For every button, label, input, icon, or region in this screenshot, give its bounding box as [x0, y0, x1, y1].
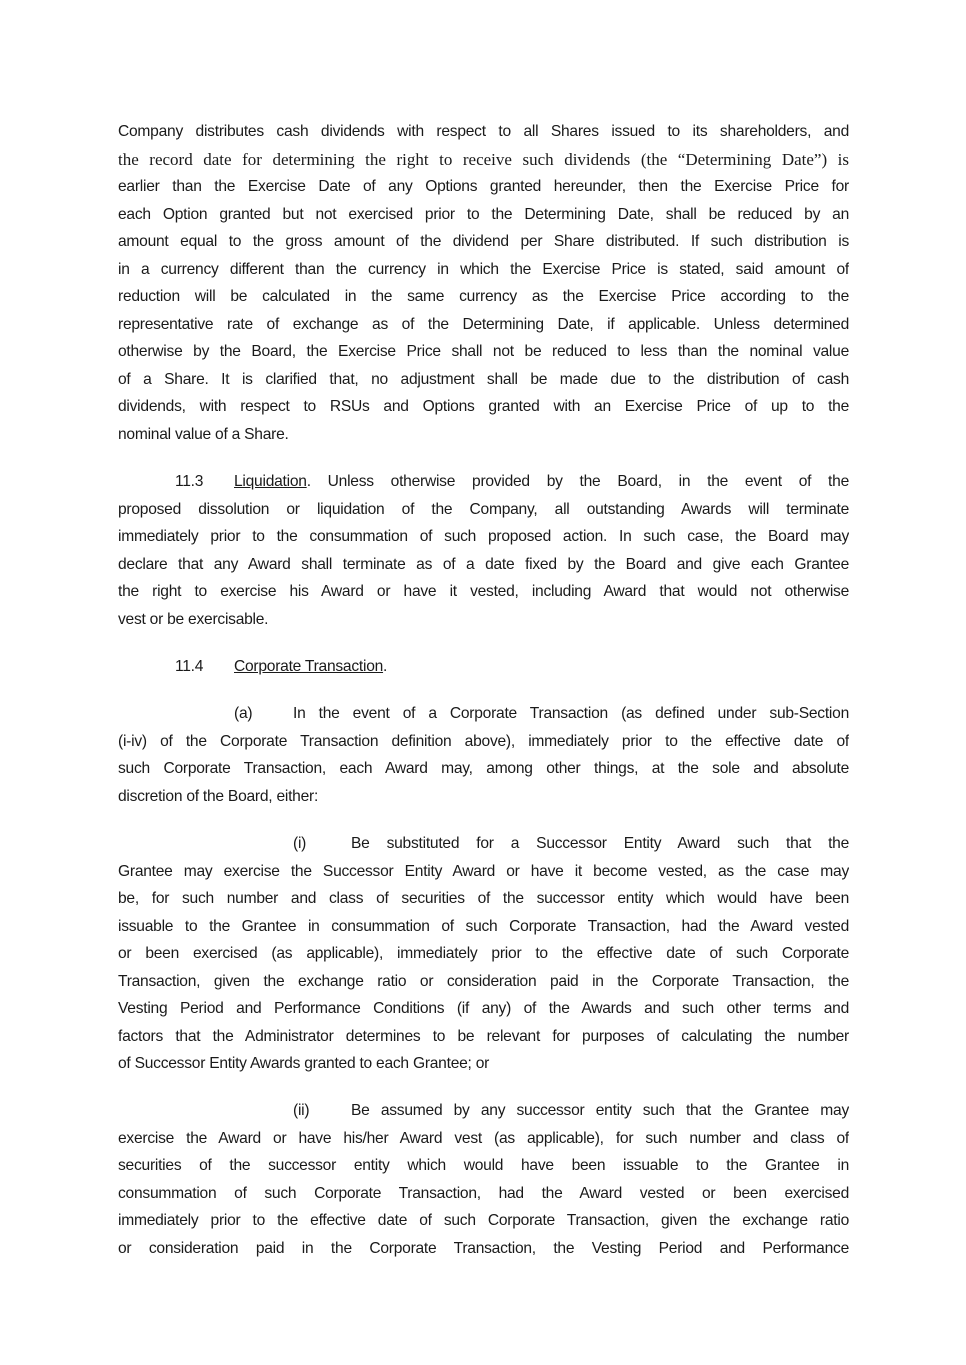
subsection-first-line: [118, 1097, 849, 1125]
text-line: factors that the Administrator determines to be relevant for purposes of calculating the number: [118, 1027, 849, 1045]
text-line: or consideration paid in the Corporate Transaction, the Vesting Period and Performance: [118, 1239, 849, 1257]
text-line: reduction will be calculated in the same currency as the Exercise Price according to the: [118, 288, 849, 305]
subsection-text: Be assumed by any successor entity such that the Grantee may: [351, 1102, 849, 1119]
subsection-text: Be substituted for a Successor Entity Award such that the: [351, 835, 849, 852]
text-line: amount equal to the gross amount of the dividend per Share distributed. If such distribution is: [118, 233, 849, 250]
text-line: in a currency different than the currency in which the Exercise Price is stated, said amount of: [118, 260, 849, 278]
subsection-number: (a): [234, 705, 253, 722]
text-line: (i-iv) of the Corporate Transaction definition above), immediately prior to the effective date of: [118, 732, 849, 750]
section-heading: Corporate Transaction: [234, 658, 384, 675]
subsection-text: In the event of a Corporate Transaction (as defined under sub-Section: [293, 705, 849, 722]
section-text: . Unless otherwise provided by the Board, in the event of the: [306, 473, 849, 490]
subsection-first-line: [118, 830, 849, 858]
text-line: or been exercised (as applicable), immediately prior to the effective date of such Corporate: [118, 945, 849, 962]
text-line: vest or be exercisable.: [118, 610, 269, 628]
text-line: issuable to the Grantee in consummation of such Corporate Transaction, had the Award vested: [118, 917, 849, 935]
text-line: exercise the Award or have his/her Award vest (as applicable), for such number and class of: [118, 1129, 849, 1147]
text-line: securities of the successor entity which would have been issuable to the Grantee in: [118, 1157, 849, 1174]
section-first-line: [118, 653, 849, 681]
section-number: 11.4: [175, 658, 204, 675]
text-line: earlier than the Exercise Date of any Options granted hereunder, then the Exercise Price for: [118, 178, 849, 195]
text-line: proposed dissolution or liquidation of the Company, all outstanding Awards will terminate: [118, 500, 849, 518]
text-line: otherwise by the Board, the Exercise Price shall not be reduced to less than the nominal value: [118, 343, 849, 360]
section-text: .: [383, 658, 388, 675]
section-11-4-corporate-transaction: [118, 653, 849, 681]
paragraph-dividend-adjustment: [118, 118, 849, 448]
section-heading: Liquidation: [234, 473, 307, 490]
text-line: consummation of such Corporate Transaction, had the Award vested or been exercised: [118, 1184, 849, 1202]
text-line: dividends, with respect to RSUs and Options granted with an Exercise Price of up to the: [118, 398, 849, 415]
subsection-number: (ii): [293, 1102, 310, 1119]
subsection-ii: [118, 1097, 849, 1262]
text-line: such Corporate Transaction, each Award may, among other things, at the sole and absolute: [118, 760, 849, 777]
text-line: Company distributes cash dividends with respect to all Shares issued to its shareholders, and: [118, 123, 849, 140]
section-number: 11.3: [175, 473, 204, 490]
subsection-first-line: [118, 700, 849, 728]
subsection-a: [118, 700, 849, 810]
text-line: be, for such number and class of securities of the successor entity which would have been: [118, 890, 849, 907]
text-line: each Option granted but not exercised prior to the Determining Date, shall be reduced by an: [118, 205, 849, 223]
text-line: Transaction, given the exchange ratio or consideration paid in the Corporate Transaction, the: [118, 972, 849, 990]
text-line: of Successor Entity Awards granted to each Grantee; or: [118, 1055, 490, 1072]
subsection-i: [118, 830, 849, 1078]
text-line: of a Share. It is clarified that, no adjustment shall be made due to the distribution of cash: [118, 370, 849, 388]
text-line: Grantee may exercise the Successor Entity Award or have it become vested, as the case may: [118, 862, 849, 880]
text-line: declare that any Award shall terminate as of a date fixed by the Board and give each Grantee: [118, 555, 849, 573]
text-line: nominal value of a Share.: [118, 425, 289, 443]
subsection-number: (i): [293, 835, 307, 852]
text-line: discretion of the Board, either:: [118, 787, 319, 805]
text-line: immediately prior to the consummation of such proposed action. In such case, the Board may: [118, 528, 849, 545]
section-first-line: [118, 468, 849, 496]
section-11-3-liquidation: [118, 468, 849, 633]
text-line: the right to exercise his Award or have it vested, including Award that would not otherwise: [118, 583, 849, 600]
text-line: the record date for determining the right to receive such dividends (the “Determining Date”) is: [118, 149, 849, 169]
text-line: immediately prior to the effective date of such Corporate Transaction, given the exchange ratio: [118, 1212, 849, 1229]
text-line: Vesting Period and Performance Conditions (if any) of the Awards and such other terms and: [118, 1000, 849, 1017]
text-line: representative rate of exchange as of the Determining Date, if applicable. Unless determined: [118, 315, 849, 333]
